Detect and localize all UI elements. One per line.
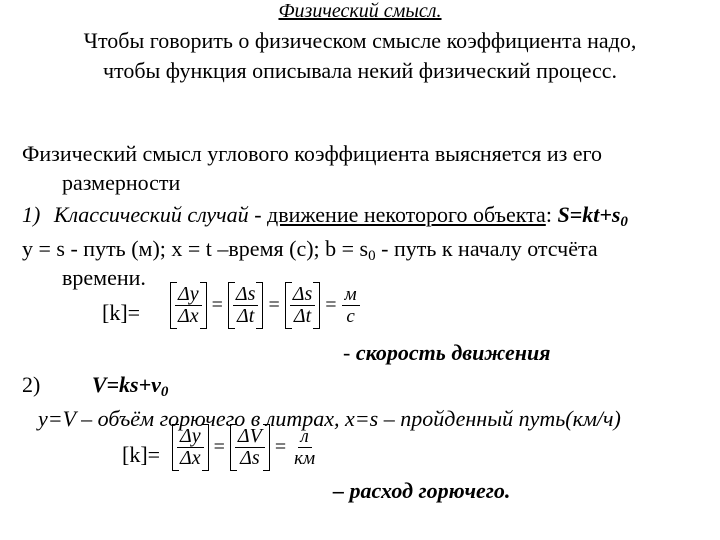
equals-sign: = (268, 294, 280, 316)
case2-formula-subscript: 0 (160, 384, 169, 400)
case1-dimension-formula (170, 282, 360, 329)
frac-numerator: Δs (290, 284, 316, 306)
frac-numerator: ΔV (235, 426, 265, 448)
bracket-ds-dt (228, 282, 264, 329)
page-title: Физический смысл. (278, 0, 442, 22)
case1-result (343, 340, 551, 366)
case1-variables (22, 236, 598, 262)
case2-dimension-formula (172, 424, 318, 471)
case1-vars-text: y = s - путь (м); x = t –время (с); b = s (22, 236, 369, 261)
frac-denominator: км (294, 448, 316, 469)
equals-sign: = (274, 436, 287, 458)
frac-denominator: Δx (178, 305, 199, 327)
case1-formula: S=kt+s (557, 202, 621, 227)
case1-k-label: [k]= (102, 300, 141, 325)
case1-colon: : (545, 202, 558, 227)
intro-line-1: Чтобы говорить о физическом смысле коэффициента надо, (83, 28, 637, 53)
frac-numerator: Δy (177, 426, 204, 448)
frac-denominator: Δt (293, 305, 312, 327)
case2-heading (22, 372, 168, 398)
case1-vars-line-2: времени. (62, 265, 146, 290)
bracket-dy-dx (170, 282, 207, 329)
case2-k-label: [k]= (122, 442, 161, 467)
case1-vars-subscript: 0 (368, 248, 376, 264)
case1-formula-subscript: 0 (620, 214, 628, 230)
case1-result-dash: - (343, 340, 356, 365)
frac-numerator: Δs (233, 284, 259, 306)
frac-numerator: л (298, 426, 312, 448)
case1-number: 1) (22, 202, 41, 227)
unit-fraction (342, 284, 360, 327)
frac-denominator: с (346, 306, 355, 327)
equals-sign: = (211, 294, 223, 316)
frac-denominator: Δx (180, 447, 201, 469)
case1-description: движение некоторого объекта (267, 202, 546, 227)
unit-fraction (291, 426, 318, 469)
case1-heading (22, 202, 628, 228)
section-line-1: Физический смысл углового коэффициента выясняется из его (22, 141, 603, 166)
bracket-dy-dx (172, 424, 209, 471)
equals-sign: = (325, 294, 337, 316)
case1-dash: - (248, 202, 268, 227)
case1-vars-text-2: - путь к началу отсчёта (375, 236, 598, 261)
case2-result: – расход горючего. (333, 478, 511, 503)
bracket-dv-ds (230, 424, 270, 471)
frac-denominator: Δs (240, 447, 260, 469)
case2-formula: V=ks+v (91, 372, 161, 397)
case2-number: 2) (22, 372, 41, 397)
intro-line-2: чтобы функция описывала некий физический процесс. (102, 58, 618, 83)
frac-denominator: Δt (237, 305, 255, 327)
frac-numerator: Δy (175, 284, 202, 306)
case1-result-text: скорость движения (355, 340, 551, 365)
equals-sign: = (213, 436, 225, 458)
case1-title: Классический случай (53, 202, 249, 227)
frac-numerator: м (342, 284, 360, 306)
case2-variables: y=V – объём горючего в литрах, x=s – пройденный путь(км/ч) (38, 406, 621, 431)
bracket-ds-dt-2 (285, 282, 321, 329)
section-line-2: размерности (62, 170, 181, 195)
